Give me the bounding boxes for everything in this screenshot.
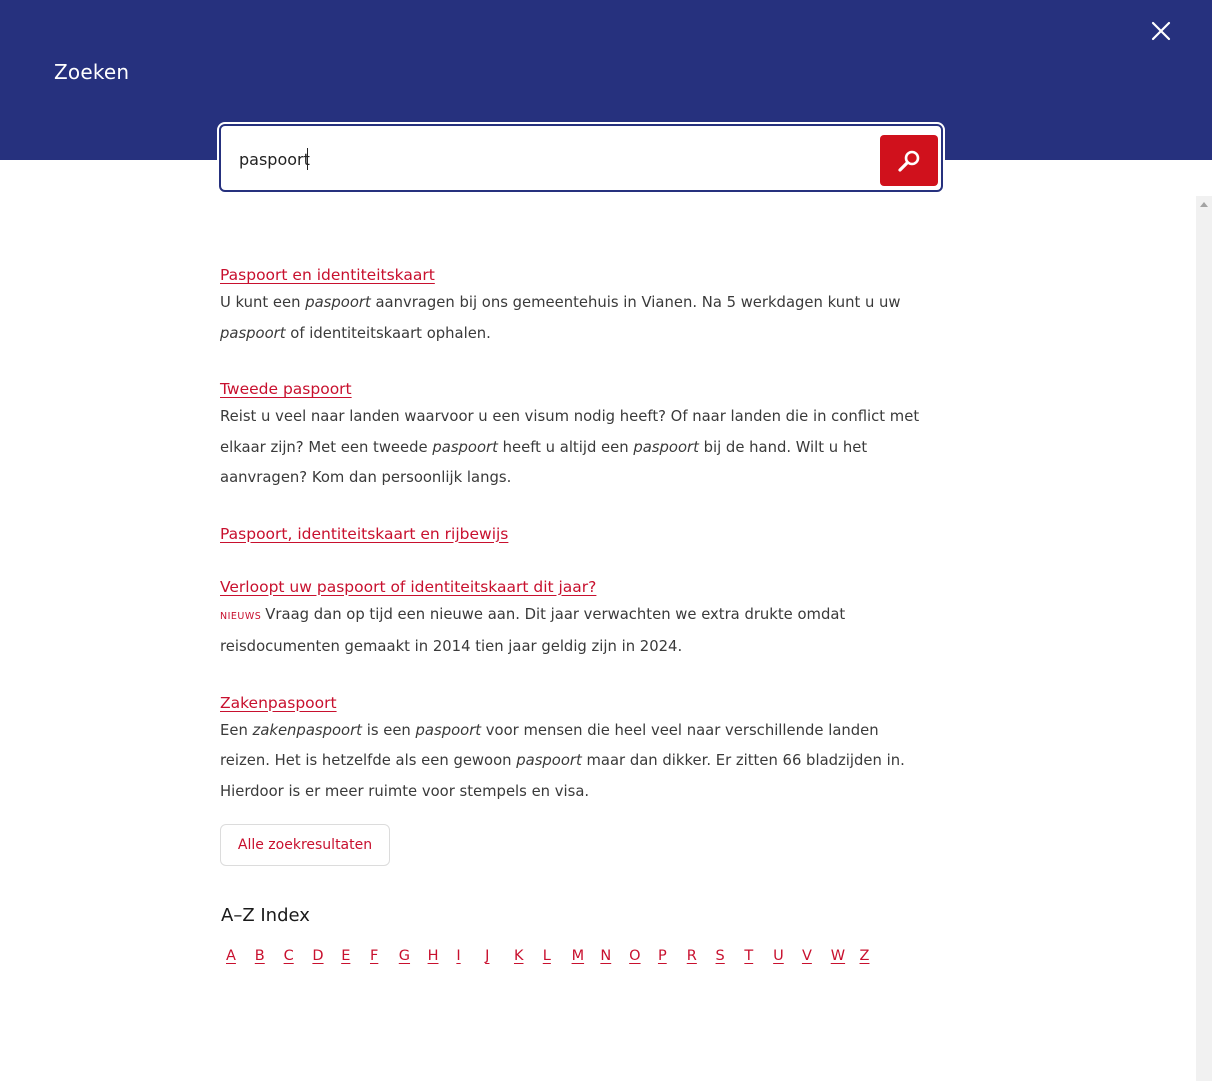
description-text: Vraag dan op tijd een nieuwe aan. Dit jaar verwachten we extra drukte omdat reisdocumenten gemaakt in 2014 tien jaar geldig zijn in 2024. — [220, 605, 846, 655]
all-results-button[interactable]: Alle zoekresultaten — [220, 824, 390, 866]
search-box — [219, 124, 943, 192]
highlighted-term: paspoort — [415, 721, 482, 739]
az-letter-link[interactable]: C — [283, 948, 294, 964]
description-text: is een — [362, 721, 416, 739]
news-badge: NIEUWS — [220, 610, 262, 622]
result-title-link[interactable]: Paspoort, identiteitskaart en rijbewijs — [220, 524, 509, 543]
az-letter-link[interactable]: D — [312, 948, 324, 964]
search-icon — [896, 148, 922, 174]
az-letter-link[interactable]: N — [600, 948, 612, 964]
az-index-title: A–Z Index — [221, 905, 310, 926]
az-letter-link[interactable]: K — [513, 948, 524, 964]
page-title: Zoeken — [54, 60, 130, 84]
az-letter-link[interactable]: A — [226, 948, 236, 964]
result-title-link[interactable]: Verloopt uw paspoort of identiteitskaart dit jaar? — [220, 577, 597, 596]
az-letter-link[interactable]: E — [341, 948, 351, 964]
result-description — [220, 716, 920, 808]
highlighted-term: paspoort — [516, 752, 582, 769]
highlighted-term: paspoort — [432, 438, 498, 456]
result-item — [220, 521, 920, 547]
az-letter-link[interactable]: L — [542, 948, 551, 964]
result-description — [220, 288, 920, 349]
description-text: Een — [220, 721, 253, 739]
az-letter-link[interactable]: W — [830, 948, 846, 964]
result-item — [220, 574, 920, 663]
az-index — [226, 944, 888, 968]
az-letter-link[interactable]: H — [427, 948, 439, 964]
az-letter-link[interactable]: O — [629, 948, 641, 964]
description-text: of identiteitskaart ophalen. — [285, 324, 491, 342]
highlighted-term: paspoort — [305, 294, 371, 311]
az-letter-link[interactable]: F — [369, 948, 379, 964]
az-letter-link[interactable]: U — [773, 948, 784, 964]
page-scrollbar[interactable] — [1196, 196, 1212, 1081]
search-button[interactable] — [880, 135, 938, 186]
result-item — [220, 690, 920, 808]
az-letter-link[interactable]: R — [686, 948, 697, 964]
result-item — [220, 376, 920, 494]
close-button[interactable] — [1146, 16, 1176, 46]
description-text: bij de hand. Wilt u het aanvragen? Kom dan persoonlijk langs. — [220, 438, 868, 486]
az-letter-link[interactable]: S — [715, 948, 725, 964]
az-letter-link[interactable]: M — [571, 948, 585, 964]
result-title-link[interactable]: Zakenpaspoort — [220, 693, 337, 712]
result-title-link[interactable]: Paspoort en identiteitskaart — [220, 266, 435, 284]
az-letter-link[interactable]: B — [254, 948, 265, 964]
text-caret — [307, 148, 308, 170]
highlighted-term: paspoort — [220, 324, 286, 342]
highlighted-term: zakenpaspoort — [252, 721, 362, 739]
description-text: heeft u altijd een — [497, 438, 634, 456]
result-item — [220, 262, 920, 349]
close-icon — [1146, 16, 1176, 46]
search-input[interactable] — [237, 126, 871, 192]
description-text: maar dan dikker. Er zitten 66 bladzijden in. Hierdoor is er meer ruimte voor stempels en visa. — [220, 752, 905, 800]
description-text: aanvragen bij ons gemeentehuis in Vianen. Na 5 werkdagen kunt u uw — [370, 294, 901, 311]
az-letter-link[interactable]: Z — [859, 948, 870, 964]
result-description — [220, 600, 920, 663]
result-description — [220, 402, 920, 494]
az-letter-link[interactable]: P — [657, 948, 667, 964]
highlighted-term: paspoort — [633, 438, 699, 456]
az-letter-link[interactable]: J — [485, 948, 490, 964]
description-text: voor mensen die heel veel naar verschillende landen reizen. Het is hetzelfde als een gewoon — [220, 721, 879, 769]
az-letter-link[interactable]: I — [456, 948, 461, 964]
result-title-link[interactable]: Tweede paspoort — [220, 380, 352, 398]
description-text: Reist u veel naar landen waarvoor u een visum nodig heeft? Of naar landen die in conflict met elkaar zijn? Met een tweede — [220, 408, 920, 456]
az-letter-link[interactable]: V — [801, 948, 812, 964]
search-results — [220, 262, 920, 834]
az-letter-link[interactable]: T — [744, 948, 754, 964]
scroll-up-icon[interactable] — [1200, 202, 1208, 207]
az-letter-link[interactable]: G — [398, 948, 411, 964]
description-text: U kunt een — [220, 294, 306, 311]
